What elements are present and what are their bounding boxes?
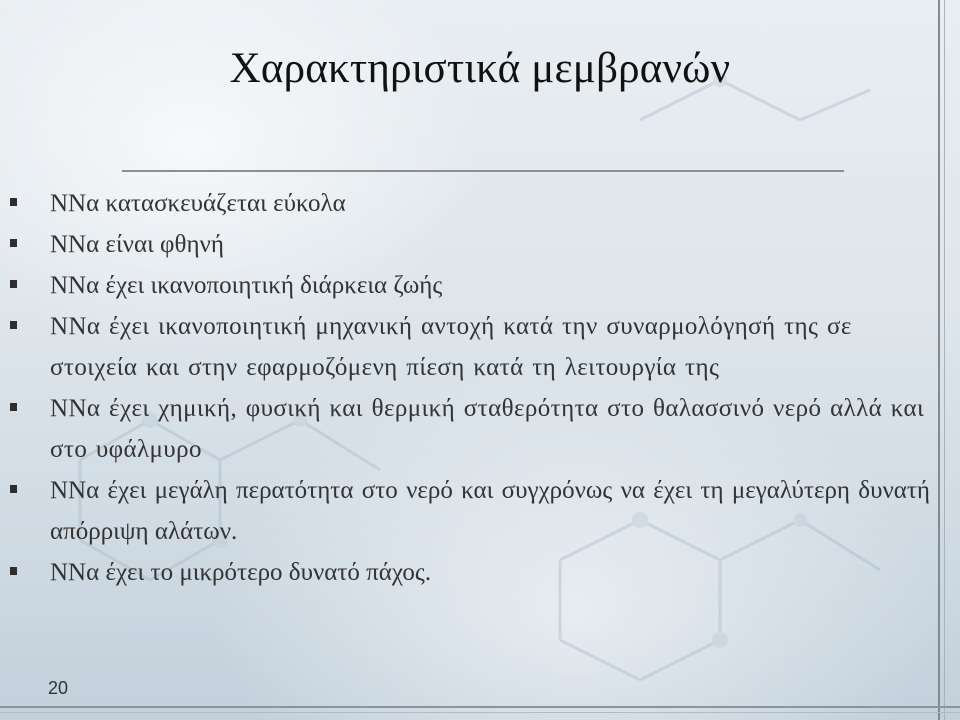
bullet-item: [50, 224, 930, 265]
frame-line-bottom: [0, 706, 960, 708]
bullet-item: [50, 470, 930, 552]
frame-line-right-inner: [944, 0, 945, 720]
frame-line-right: [938, 0, 940, 720]
bullet-item: [50, 183, 930, 224]
bullet-text: ΝΝα έχει το μικρότερο δυνατό πάχος.: [50, 559, 432, 586]
bullet-text: ΝΝα είναι φθηνή: [50, 231, 224, 258]
bullet-item: [50, 552, 930, 593]
square-bullet-icon: [10, 485, 17, 493]
square-bullet-icon: [10, 321, 17, 329]
bullet-text: ΝΝα έχει μεγάλη περατότητα στο νερό και συγχρόνως να έχει τη μεγαλύτερη δυνατή απόρριψη αλάτων.: [50, 477, 930, 545]
slide-title: Χαρακτηριστικά μεμβρανών: [229, 45, 731, 92]
bullet-list: [50, 183, 930, 593]
bullet-text: ΝΝα έχει ικανοποιητική μηχανική αντοχή κατά την συναρμολόγησή της σε στοιχεία και στην εφαρμοζόμενη πίεση κατά τη λειτουργία της: [50, 313, 852, 381]
square-bullet-icon: [10, 403, 17, 411]
bullet-item: [50, 388, 930, 470]
bullet-text: ΝΝα έχει χημική, φυσική και θερμική σταθερότητα στο θαλασσινό νερό αλλά και στο υφάλμυρο: [50, 395, 925, 463]
page-number: 20: [48, 678, 69, 698]
frame-line-bottom-inner: [0, 712, 960, 713]
bullet-text: ΝΝα κατασκευάζεται εύκολα: [50, 190, 346, 217]
bullet-item: [50, 306, 930, 388]
square-bullet-icon: [10, 239, 17, 247]
title-divider: [122, 170, 844, 172]
bullet-item: [50, 265, 930, 306]
bullet-text: ΝΝα έχει ικανοποιητική διάρκεια ζωής: [50, 272, 443, 299]
square-bullet-icon: [10, 567, 17, 575]
square-bullet-icon: [10, 198, 17, 206]
square-bullet-icon: [10, 280, 17, 288]
